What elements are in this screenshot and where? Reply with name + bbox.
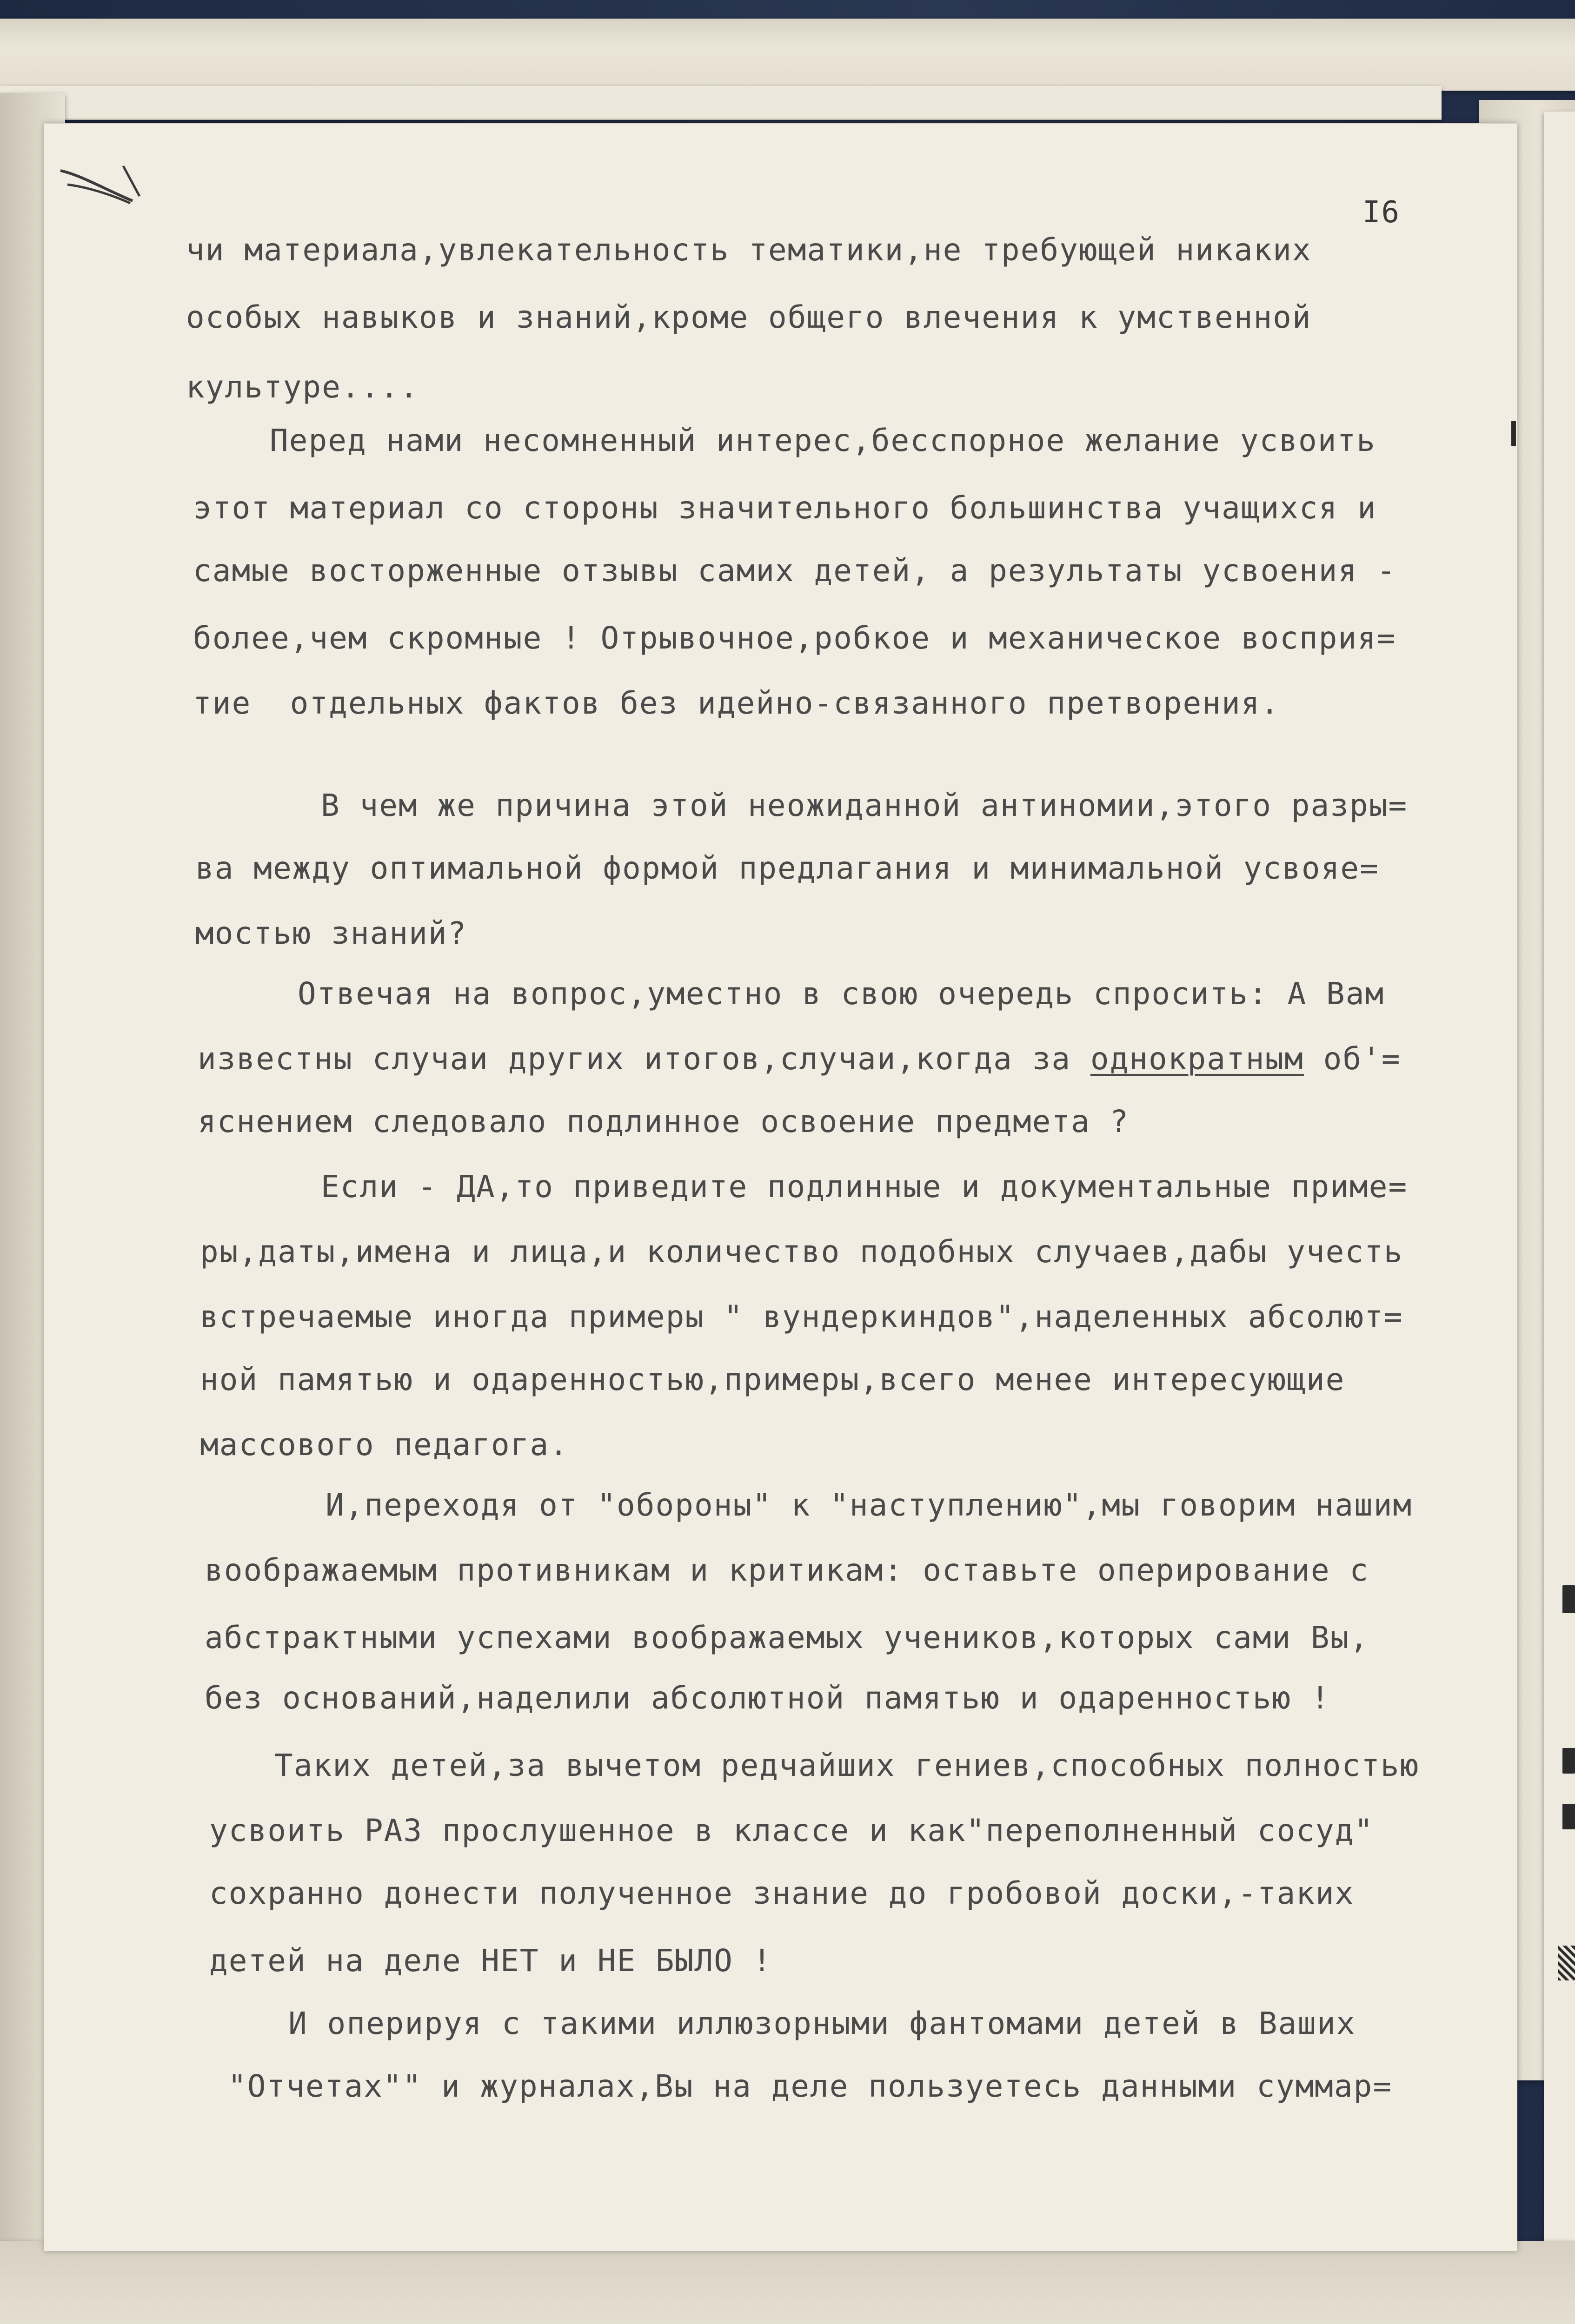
text-line-20: И,переходя от "обороны" к "наступлению",мы говорим нашим — [326, 1487, 1413, 1523]
text-line-15: Если - ДА,то приведите подлинные и документальные приме= — [321, 1169, 1408, 1205]
margin-mark — [1511, 421, 1516, 446]
text-line-29: "Отчетах"" и журналах,Вы на деле пользуетесь данными суммар= — [228, 2068, 1393, 2104]
text-line-13-end: об'= — [1303, 1041, 1401, 1077]
text-line-8: тие отдельных фактов без идейно-связанного претворения. — [193, 685, 1280, 721]
text-line-7: более,чем скромные ! Отрывочное,робкое и механическое восприя= — [193, 620, 1396, 656]
underlined-word: однократным — [1090, 1041, 1304, 1077]
text-line-3: культуре.... — [186, 369, 419, 405]
underlying-sheet-right-outer — [1544, 112, 1575, 2324]
underlying-sheet-top — [0, 19, 1575, 91]
underlying-sheet-bottom — [0, 2241, 1575, 2324]
text-line-24: Таких детей,за вычетом редчайших гениев,способных полностью — [274, 1748, 1420, 1783]
text-line-19: массового педагога. — [200, 1427, 569, 1463]
text-line-13-start: известны случаи других итогов,случаи,когда за — [198, 1041, 1090, 1077]
page-number: I6 — [1362, 195, 1401, 230]
text-line-25: усвоить РАЗ прослушенное в классе и как"переполненный сосуд" — [209, 1813, 1374, 1848]
text-line-12: Отвечая на вопрос,уместно в свою очередь спросить: А Вам — [298, 976, 1385, 1012]
text-line-2: особых навыков и знаний,кроме общего влечения к умственной — [186, 299, 1312, 335]
text-line-18: ной памятью и одаренностью,примеры,всего менее интересующие — [200, 1362, 1345, 1397]
margin-mark — [1562, 1585, 1575, 1613]
text-line-26: сохранно донести полученное знание до гробовой доски,-таких — [209, 1875, 1355, 1911]
text-line-21: воображаемым противникам и критикам: оставьте оперирование с — [205, 1552, 1369, 1588]
margin-mark — [1558, 1946, 1575, 1980]
text-line-16: ры,даты,имена и лица,и количество подобных случаев,дабы учесть — [200, 1234, 1403, 1270]
pencil-mark-icon — [53, 157, 146, 208]
text-line-14: яснением следовало подлинное освоение предмета ? — [198, 1104, 1130, 1139]
text-line-27: детей на деле НЕТ и НЕ БЫЛО ! — [209, 1943, 772, 1979]
text-line-9: В чем же причина этой неожиданной антиномии,этого разры= — [321, 788, 1408, 823]
text-line-5: этот материал со стороны значительного большинства учащихся и — [193, 490, 1377, 526]
text-line-4: Перед нами несомненный интерес,бесспорное желание усвоить — [270, 423, 1376, 458]
underlying-sheet-edge — [0, 86, 1442, 120]
text-line-23: без оснований,наделили абсолютной памятью и одаренностью ! — [205, 1680, 1330, 1716]
text-line-28: И оперируя с такими иллюзорными фантомами детей в Ваших — [288, 2006, 1356, 2041]
text-line-1: чи материала,увлекательность тематики,не требующей никаких — [186, 232, 1312, 268]
margin-mark — [1562, 1804, 1575, 1829]
text-line-11: мостью знаний? — [195, 915, 467, 951]
text-line-22: абстрактными успехами воображаемых учеников,которых сами Вы, — [205, 1620, 1369, 1655]
text-line-6: самые восторженные отзывы самих детей, а результаты усвоения - — [193, 553, 1396, 589]
text-line-13 — [198, 1041, 1401, 1077]
text-line-17: встречаемые иногда примеры " вундеркиндов",наделенных абсолют= — [200, 1299, 1403, 1335]
text-line-10: ва между оптимальной формой предлагания и минимальной усвояе= — [195, 850, 1379, 886]
margin-mark — [1562, 1748, 1575, 1774]
